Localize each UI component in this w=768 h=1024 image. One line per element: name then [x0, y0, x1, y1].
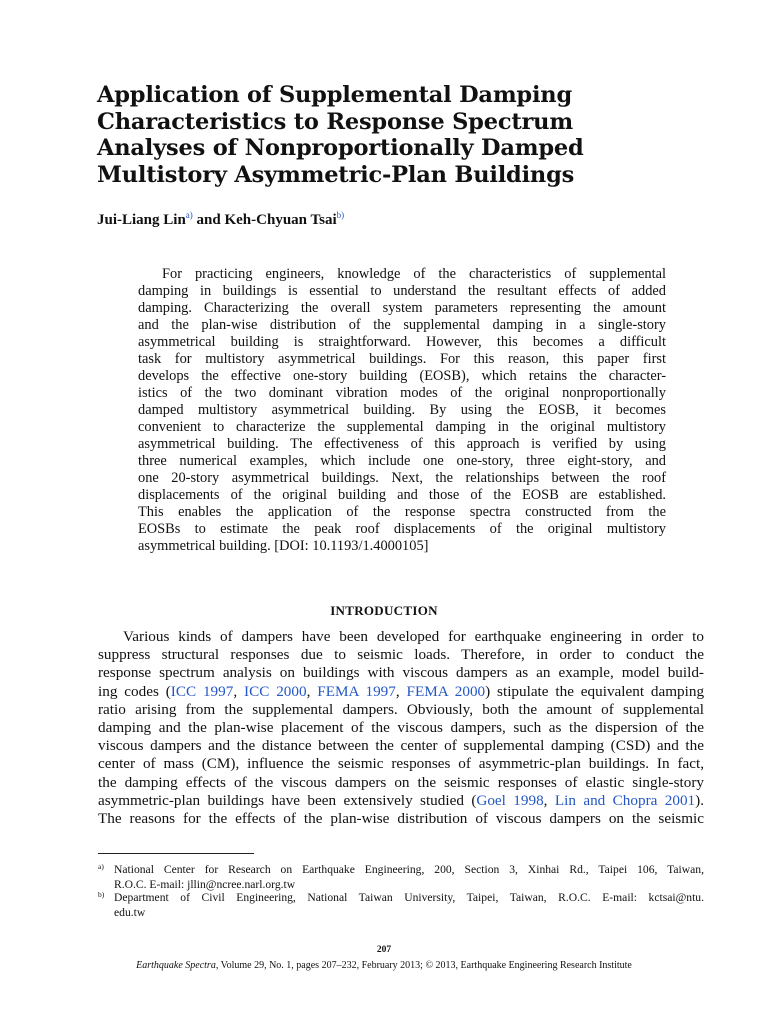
footnote-marker: a)	[98, 862, 104, 871]
abstract-line: convenient to characterize the supplemental damping in the original multistory	[138, 419, 666, 435]
abstract-line: EOSBs to estimate the peak roof displacements of the original multistory	[138, 521, 666, 537]
footnote-line: National Center for Research on Earthquake Engineering, 200, Section 3, Xinhai Rd., Taipei 106, Taiwan,	[114, 863, 704, 876]
body-line: viscous dampers and the distance between the center of supplemental damping (CSD) and the	[98, 737, 704, 755]
journal-name: Earthquake Spectra	[136, 960, 216, 971]
body-line: damping and the plan-wise placement of the viscous dampers, such as the dispersion of the	[98, 719, 704, 737]
title-line: Analyses of Nonproportionally Damped	[97, 135, 584, 161]
abstract-line: and the plan-wise distribution of the supplemental damping in a single-story	[138, 317, 666, 333]
footnote-text	[114, 862, 704, 892]
author-conjunction: and	[192, 212, 225, 228]
footnote-divider	[98, 853, 254, 854]
abstract-line: damping. Characterizing the overall system parameters representing the amount	[138, 300, 666, 316]
author-name: Jui-Liang Lin	[97, 212, 186, 228]
abstract-line: For practicing engineers, knowledge of the characteristics of supplemental	[162, 266, 666, 282]
abstract-line: displacements of the original building and those of the EOSB are established.	[138, 487, 666, 503]
footnote-line: edu.tw	[114, 906, 146, 919]
body-text	[98, 628, 704, 828]
body-text-fragment: ) stipulate the equivalent damping	[485, 682, 705, 700]
footnote-text	[114, 890, 704, 920]
abstract-line: asymmetrical building. The effectiveness of this approach is verified by using	[138, 436, 666, 452]
body-text-fragment: ).	[695, 791, 704, 809]
abstract-line: This enables the application of the response spectra constructed from the	[138, 504, 666, 520]
body-line: ratio arising from the supplemental dampers. Obviously, both the amount of supplemental	[98, 700, 704, 718]
abstract-line: damping in buildings is essential to understand the resultant effects of added	[138, 283, 666, 299]
title-line: Characteristics to Response Spectrum	[97, 108, 573, 135]
citation-link-icc1997[interactable]: ICC 1997	[170, 682, 234, 700]
body-text-fragment: ,	[543, 791, 555, 809]
footnote-line: Department of Civil Engineering, National Taiwan University, Taipei, Taiwan, R.O.C. E-mail: kctsai@ntu.	[114, 891, 704, 904]
journal-citation	[0, 960, 768, 971]
footnote-marker: b)	[98, 890, 105, 899]
affiliation-link-b[interactable]: b)	[336, 210, 345, 220]
abstract	[138, 266, 666, 555]
citation-link-goel1998[interactable]: Goel 1998	[476, 791, 544, 809]
affiliation-link-a[interactable]: a)	[185, 210, 193, 220]
body-text-fragment: ,	[306, 682, 318, 700]
section-heading: INTRODUCTION	[330, 603, 438, 618]
abstract-line: asymmetrical building. [DOI: 10.1193/1.4000105]	[138, 538, 429, 554]
title-line: Application of Supplemental Damping	[97, 82, 572, 108]
body-line: response spectrum analysis on buildings with viscous dampers as an example, model build-	[98, 664, 704, 682]
citation-link-fema1997[interactable]: FEMA 1997	[317, 682, 396, 700]
footnote-a	[98, 862, 704, 892]
body-line: The reasons for the effects of the plan-wise distribution of viscous dampers on the seismic	[98, 810, 704, 828]
footnote-line: R.O.C. E-mail: jllin@ncree.narl.org.tw	[114, 878, 296, 891]
body-line: Various kinds of dampers have been developed for earthquake engineering in order to	[123, 628, 704, 645]
body-line: center of mass (CM), influence the seismic responses of asymmetric-plan buildings. In fact,	[98, 755, 704, 773]
abstract-line: istics of the two dominant vibration modes of the original nonproportionally	[138, 385, 666, 401]
journal-details: , Volume 29, No. 1, pages 207–232, February 2013; © 2013, Earthquake Engineering Research Institute	[215, 960, 632, 971]
paper-title	[97, 82, 697, 188]
page-number: 207	[376, 945, 392, 955]
body-text-fragment: ,	[233, 682, 245, 700]
abstract-line: develops the effective one-story building (EOSB), which retains the character-	[138, 368, 666, 384]
footnote-b	[98, 890, 704, 920]
author-name: Keh-Chyuan Tsai	[224, 212, 337, 228]
abstract-line: task for multistory asymmetrical buildings. For this reason, this paper first	[138, 351, 666, 367]
abstract-line: three numerical examples, which include one one-story, three eight-story, and	[138, 453, 666, 469]
citation-link-icc2000[interactable]: ICC 2000	[244, 682, 307, 700]
citation-link-lin-chopra2001[interactable]: Lin and Chopra 2001	[554, 791, 696, 809]
title-line: Multistory Asymmetric-Plan Buildings	[97, 161, 575, 188]
citation-link-fema2000[interactable]: FEMA 2000	[406, 682, 486, 700]
author-list	[97, 210, 344, 229]
abstract-line: one 20-story asymmetrical buildings. Next, the relationships between the roof	[138, 470, 666, 486]
body-line: the damping effects of the viscous dampers on the seismic responses of elastic single-story	[98, 773, 704, 791]
body-line	[98, 792, 704, 810]
body-text-fragment: asymmetric-plan buildings have been extensively studied (	[98, 791, 477, 809]
abstract-line: asymmetrical building is straightforward. However, this becomes a difficult	[138, 334, 666, 350]
body-line: suppress structural responses due to seismic loads. Therefore, in order to conduct the	[98, 646, 704, 664]
body-text-fragment: ,	[395, 682, 407, 700]
body-text-fragment: ing codes (	[98, 682, 171, 700]
abstract-line: damped multistory asymmetrical building. By using the EOSB, it becomes	[138, 402, 666, 418]
body-line	[98, 683, 704, 701]
